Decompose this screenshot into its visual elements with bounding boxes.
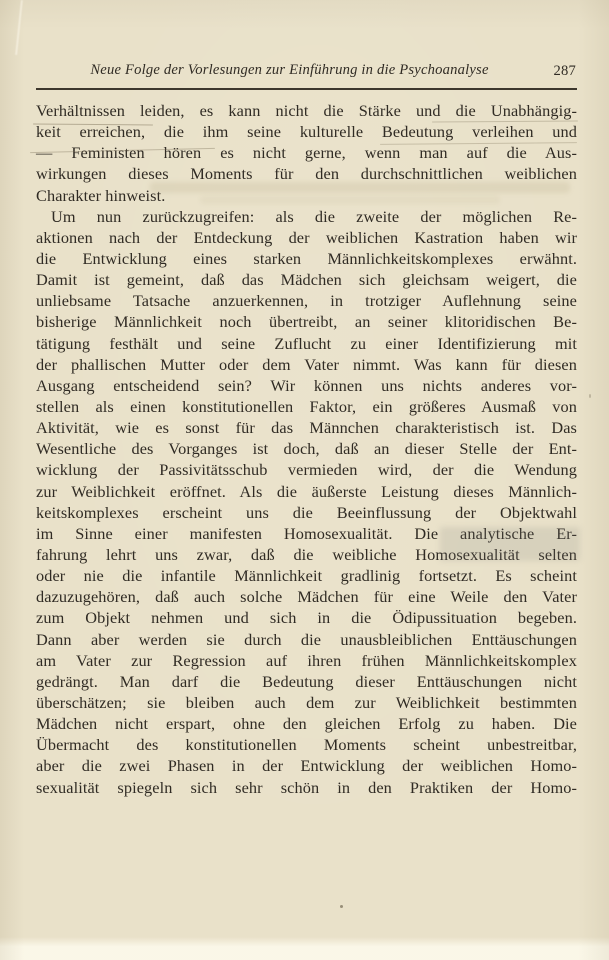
text-line: keit erreichen, die ihm seine kulturelle Bedeutung verleihen und bbox=[36, 122, 577, 142]
text-line: Um nun zurückzugreifen: als die zweite der möglichen Re- bbox=[51, 206, 577, 226]
text-line: Damit ist gemeint, daß das Mädchen sich gleichsam weigert, die bbox=[36, 270, 577, 290]
text-line: fahrung lehrt uns zwar, daß die weibliche Homosexualität selten bbox=[36, 544, 577, 564]
text-line: gedrängt. Man darf die Bedeutung dieser Enttäuschungen nicht bbox=[36, 671, 577, 691]
text-line: bisherige Männlichkeit noch übertreibt, an seiner klitoridischen Be- bbox=[36, 312, 577, 332]
ghost-text-showthrough bbox=[200, 196, 500, 204]
body-text bbox=[36, 100, 577, 798]
text-line: sexualität spiegeln sich sehr schön in den Praktiken der Homo- bbox=[36, 777, 577, 797]
text-line: zur Weiblichkeit eröffnet. Als die äußerste Leistung dieses Männlich- bbox=[36, 481, 577, 501]
paper-speck bbox=[589, 394, 591, 398]
text-line: Verhältnissen leiden, es kann nicht die Stärke und die Unabhängig- bbox=[36, 101, 577, 120]
ghost-text-showthrough bbox=[150, 182, 570, 193]
text-line: Ausgang entscheidend sein? Wir können uns nichts anderes vor- bbox=[36, 375, 577, 395]
text-line: Übermacht des konstitutionellen Moments scheint unbestreitbar, bbox=[36, 735, 577, 755]
scan-smudge bbox=[440, 527, 580, 561]
text-line: im Sinne einer manifesten Homosexualität. Die analytische Er- bbox=[36, 523, 577, 543]
text-line: wirkungen dieses Moments für den durchschnittlichen weiblichen bbox=[36, 164, 577, 184]
page-number: 287 bbox=[553, 63, 576, 79]
text-line: unliebsame Tatsache anzuerkennen, in trotziger Auflehnung seine bbox=[36, 291, 577, 311]
text-line: der phallischen Mutter oder dem Vater nimmt. Was kann für diesen bbox=[36, 354, 577, 374]
text-line: stellen als einen konstitutionellen Faktor, ein größeres Ausmaß von bbox=[36, 396, 577, 416]
text-line: überschätzen; sie bleiben auch dem zur Weiblichkeit bestimmten bbox=[36, 692, 577, 712]
text-line: aber die zwei Phasen in der Entwicklung der weiblichen Homo- bbox=[36, 756, 577, 776]
text-line: keitskomplexes erscheint uns die Beeinflussung der Objektwahl bbox=[36, 502, 577, 522]
text-line: tätigung festhält und seine Zuflucht zu einer Identifizierung mit bbox=[36, 333, 577, 353]
text-line: die Entwicklung eines starken Männlichkeitskomplexes erwähnt. bbox=[36, 248, 577, 268]
text-line: Aktivität, wie es sonst für das Männchen charakteristisch ist. Das bbox=[36, 418, 577, 438]
text-line: Mädchen nicht erspart, ohne den gleichen Erfolg zu haben. Die bbox=[36, 714, 577, 734]
paper-crease bbox=[15, 0, 23, 55]
text-line: am Vater zur Regression auf ihren frühen Männlichkeitskomplex bbox=[36, 650, 577, 670]
paper-speck bbox=[340, 905, 343, 908]
text-line: Wesentliche des Vorganges ist doch, daß an dieser Stelle der Ent- bbox=[36, 439, 577, 459]
text-line: aktionen nach der Entdeckung der weiblichen Kastration haben wir bbox=[36, 227, 577, 247]
text-line: — Feministen hören es nicht gerne, wenn man auf die Aus- bbox=[36, 143, 577, 163]
text-line: dazuzugehören, daß auch solche Mädchen für eine Weile den Vater bbox=[36, 587, 577, 607]
text-line: wicklung der Passivitätsschub vermieden wird, der die Wendung bbox=[36, 460, 577, 480]
text-line: zum Objekt nehmen und sich in die Ödipussituation begeben. bbox=[36, 608, 577, 628]
text-line: oder nie die infantile Männlichkeit gradlinig fortsetzt. Es scheint bbox=[36, 566, 577, 586]
text-line: Charakter hinweist. bbox=[36, 185, 166, 205]
running-header-title: Neue Folge der Vorlesungen zur Einführung in die Psychoanalyse bbox=[90, 62, 489, 78]
running-header bbox=[36, 62, 577, 90]
text-line: Dann aber werden sie durch die unausbleiblichen Enttäuschungen bbox=[36, 629, 577, 649]
